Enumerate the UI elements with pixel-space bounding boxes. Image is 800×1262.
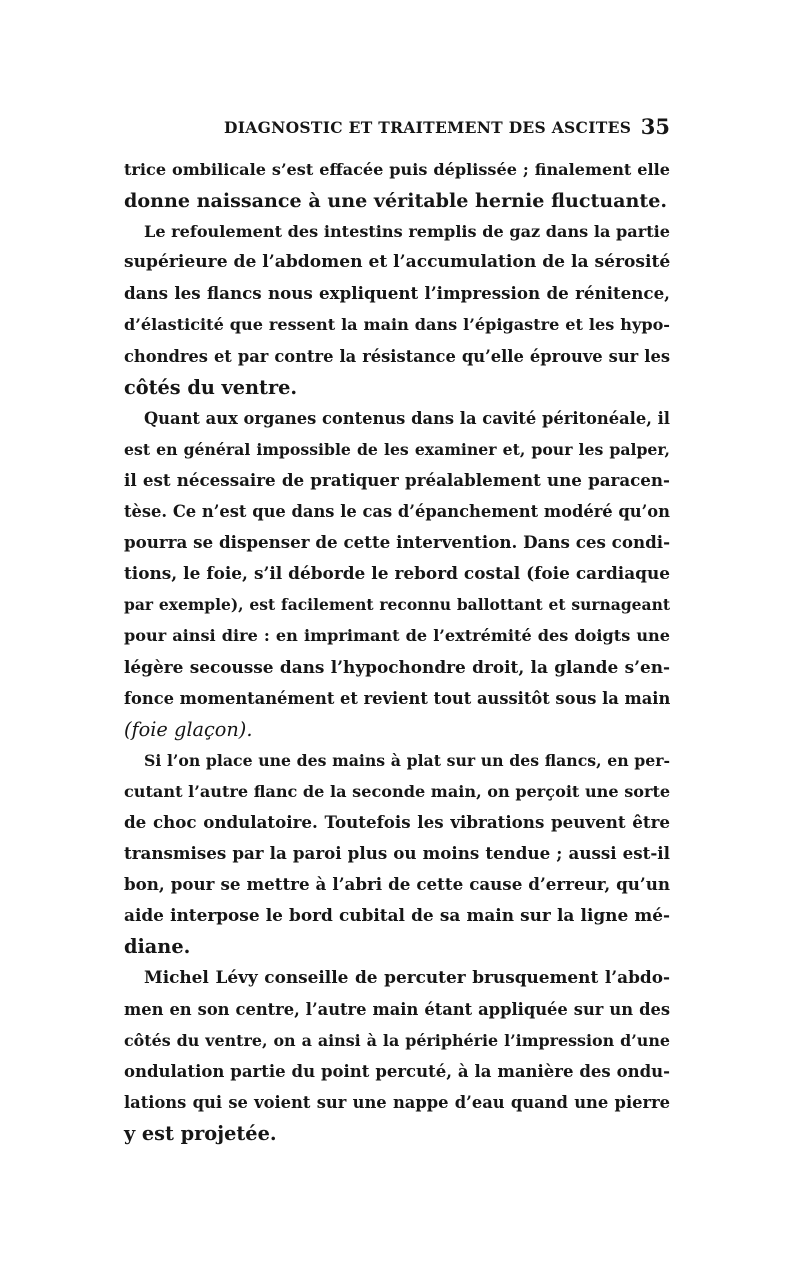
running-title: DIAGNOSTIC ET TRAITEMENT DES ASCITES — [224, 118, 632, 137]
text-line: trice ombilicale s’est effacée puis déplissée ; finalement elle — [124, 160, 670, 179]
paragraph-first-line: Michel Lévy conseille de percuter brusquement l’abdo- — [144, 967, 670, 988]
text-line: pourra se dispenser de cette intervention. Dans ces condi- — [124, 532, 671, 553]
text-line: dans les flancs nous expliquent l’impression de rénitence, — [124, 283, 670, 304]
text-line: transmises par la paroi plus ou moins tendue ; aussi est-il — [124, 843, 670, 864]
text-line: diane. — [124, 935, 191, 959]
text-line: par exemple), est facilement reconnu ballottant et surnageant — [124, 595, 670, 615]
text-line: pour ainsi dire : en imprimant de l’extrémité des doigts une — [124, 626, 670, 646]
text-line: supérieure de l’abdomen et l’accumulation de la sérosité — [124, 252, 671, 273]
text-line: côtés du ventre, on a ainsi à la périphérie l’impression d’une — [124, 1030, 670, 1050]
text-line: est en général impossible de les examiner et, pour les palper, — [124, 439, 670, 459]
text-line: aide interpose le bord cubital de sa main sur la ligne mé- — [124, 905, 670, 926]
running-header — [124, 114, 670, 142]
text-line: chondres et par contre la résistance qu’elle éprouve sur les — [124, 346, 670, 366]
text-line-italic: (foie glaçon). — [124, 717, 253, 741]
text-line: d’élasticité que ressent la main dans l’épigastre et les hypo- — [124, 315, 670, 335]
text-line: cutant l’autre flanc de la seconde main, on perçoit une sorte — [124, 781, 671, 801]
text-line: côtés du ventre. — [124, 375, 298, 399]
text-line: tions, le foie, s’il déborde le rebord costal (foie cardiaque — [124, 563, 670, 584]
paragraph-first-line: Le refoulement des intestins remplis de gaz dans la partie — [144, 222, 670, 242]
paragraph-first-line: Si l’on place une des mains à plat sur un des flancs, en per- — [144, 750, 670, 770]
body-text — [124, 154, 670, 1149]
text-line: tèse. Ce n’est que dans le cas d’épanchement modéré qu’on — [124, 502, 670, 522]
text-line: lations qui se voient sur une nappe d’eau quand une pierre — [124, 1092, 670, 1112]
text-line: men en son centre, l’autre main étant appliquée sur un des — [124, 999, 670, 1019]
text-line: bon, pour se mettre à l’abri de cette cause d’erreur, qu’un — [124, 874, 670, 895]
text-line: de choc ondulatoire. Toutefois les vibrations peuvent être — [124, 811, 670, 832]
text-line: il est nécessaire de pratiquer préalablement une paracen- — [124, 469, 670, 490]
text-line: y est projetée. — [124, 1121, 277, 1145]
text-line: fonce momentanément et revient tout aussitôt sous la main — [124, 688, 671, 708]
text-line: légère secousse dans l’hypochondre droit, la glande s’en- — [124, 656, 670, 677]
text-line: ondulation partie du point percuté, à la manière des ondu- — [124, 1061, 670, 1081]
text-line: donne naissance à une véritable hernie fluctuante. — [124, 189, 668, 213]
paragraph-first-line: Quant aux organes contenus dans la cavité péritonéale, il — [144, 408, 670, 428]
page-number: 35 — [640, 114, 670, 139]
